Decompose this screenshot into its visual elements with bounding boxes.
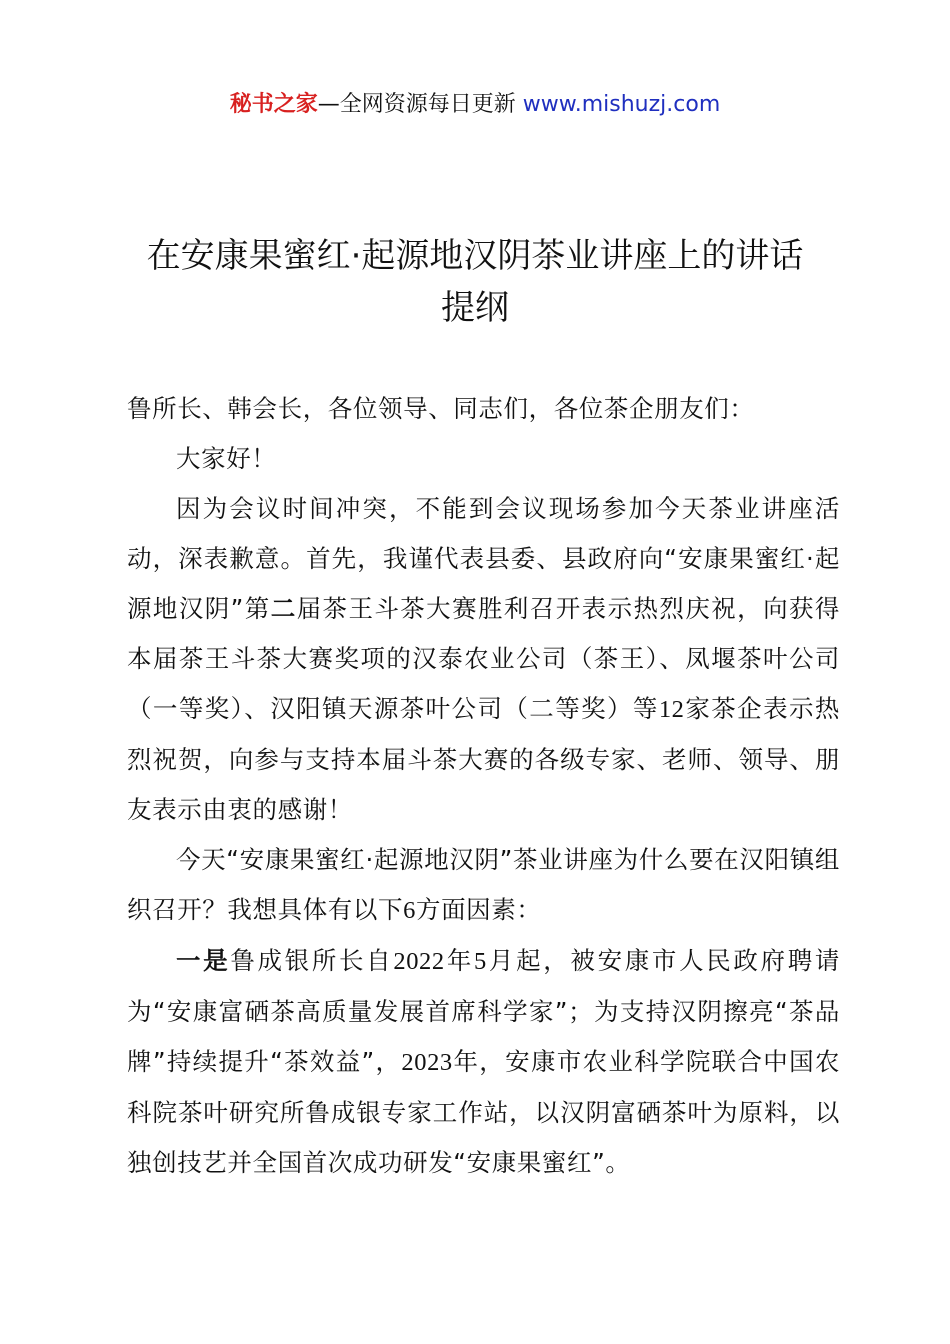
edition-number: 二 [270, 594, 297, 623]
document-body [127, 384, 840, 1188]
site-tagline: —全网资源每日更新 [317, 92, 523, 117]
salutation: 鲁所长、韩会长，各位领导、同志们，各位茶企朋友们： [127, 394, 755, 423]
paragraph-text: 今天“安康果蜜红·起源地汉阴”茶业讲座为什么要在汉阳镇组织召开？我想具体有以下 [127, 845, 840, 924]
year-value: 2023 [401, 1049, 453, 1076]
paragraph-text: 年 [444, 946, 474, 975]
month-value: 5 [473, 948, 487, 975]
reason-lead: 一是 [176, 946, 231, 975]
title-line-1: 在安康果蜜红·起源地汉阴茶业讲座上的讲话 [146, 236, 804, 276]
site-header [0, 88, 950, 122]
paragraph-reasons-intro [127, 835, 840, 936]
site-url-link[interactable]: www.mishuzj.com [522, 92, 721, 117]
year-value: 2022 [393, 948, 445, 975]
document-title [60, 230, 890, 334]
paragraph-text: 方面因素： [415, 895, 542, 924]
paragraph-text: 届茶王斗茶大赛胜利召开表示热烈庆祝，向获得本届茶王斗茶大赛奖项的汉泰农业公司（茶王）、凤堰茶叶公司（一等奖）、汉阳镇天源茶叶公司（二等奖）等 [127, 594, 840, 723]
greeting: 大家好！ [176, 444, 277, 473]
title-line-2: 提纲 [441, 288, 509, 328]
paragraph-text: 家茶企表示热烈祝贺，向参与支持本届斗茶大赛的各级专家、老师、领导、朋友表示由衷的感谢！ [127, 694, 840, 824]
paragraph-text: 因为会议时间冲突，不能到会议现场参加今天茶业讲座活动，深表歉意。首先，我谨代表县委、县政府向“安康果蜜红·起源地汉阴”第 [127, 494, 840, 623]
reason-count: 6 [403, 897, 416, 924]
paragraph-apology [127, 484, 840, 835]
paragraph-reason-one [127, 936, 840, 1188]
paragraph-text: 鲁成银所长自 [230, 946, 394, 975]
paragraph-text: 月起，被安康市人民政府聘请为“安康富硒茶高质量发展首席科学家”；为支持汉阴擦亮“茶品牌”持续提升“茶效益”， [127, 946, 840, 1076]
brand-name: 秘书之家 [229, 92, 318, 117]
paragraph-text: 年，安康市农业科学院联合中国农科院茶叶研究所鲁成银专家工作站，以汉阴富硒茶叶为原料，以独创技艺并全国首次成功研发“安康果蜜红”。 [127, 1047, 841, 1177]
company-count: 12 [658, 696, 685, 723]
